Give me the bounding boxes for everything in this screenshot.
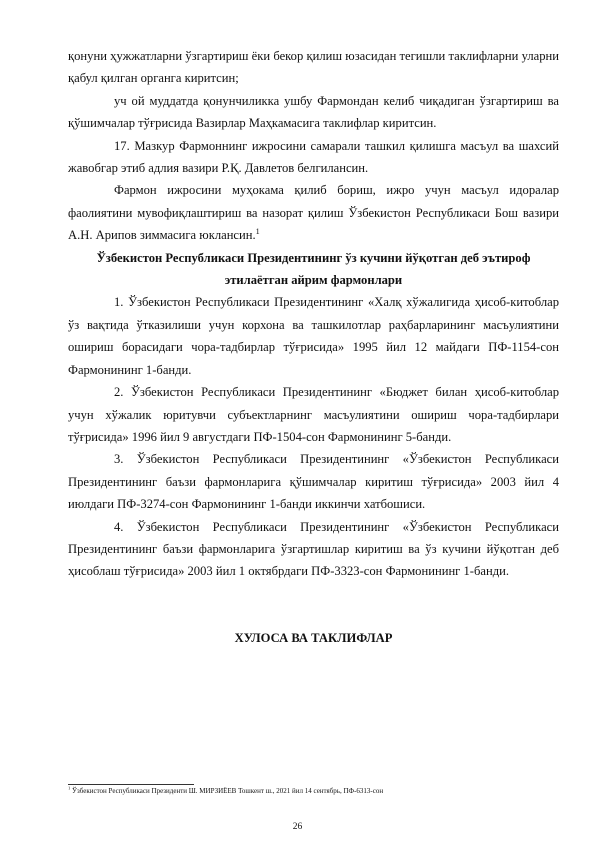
spacer bbox=[68, 583, 559, 627]
footnote-text: Ўзбекистон Республикаси Президенти Ш. МИРЗИЁЕВ Тошкент ш., 2021 йил 14 сентябрь, ПФ-6313-сон bbox=[70, 787, 384, 795]
conclusion-heading: ХУЛОСА ВА ТАКЛИФЛАР bbox=[234, 630, 393, 645]
footnote-reference: 1 bbox=[255, 227, 260, 237]
paragraph-proposals: уч ой муддатда қонунчиликка ушбу Фармондан келиб чиқадиган ўзгартириш ва қўшимчалар тўғрисида Вазирлар Маҳкамасига таклифлар киритсин. bbox=[68, 93, 559, 131]
footnote-separator bbox=[68, 784, 194, 785]
footnote-marker: 1 bbox=[68, 785, 71, 791]
body-text bbox=[68, 45, 559, 649]
list-item: 2. Ўзбекистон Республикаси Президентининг «Бюджет билан ҳисоб-китоблар учун хўжалик юритувчи субъектларнинг масъулиятини ошириш чора-тадбирлари тўғрисида» 1996 йил 9 августдаги ПФ-1504-сон Фармонининг 5-банди. bbox=[68, 385, 559, 444]
list-item: 1. Ўзбекистон Республикаси Президентининг «Халқ хўжалигида ҳисоб-китоблар ўз вақтида ўтказилиши учун корхона ва ташкилотлар раҳбарларининг масъулиятини ошириш борасидаги чора-тадбирлар тўғрисида» 1995 йил 12 майдаги ПФ-1154-сон Фармонининг 1-банди. bbox=[68, 295, 559, 377]
list-item: 3. Ўзбекистон Республикаси Президентининг «Ўзбекистон Республикаси Президентининг баъзи фармонларига қўшимчалар киритиш тўғрисида» 2003 йил 4 июлдаги ПФ-3274-сон Фармонининг 1-банди иккинчи хатбошиси. bbox=[68, 452, 559, 512]
paragraph-continuation: қонуни ҳужжатларни ўзгартириш ёки бекор қилиш юзасидан тегишли таклифларни уларни қабул қилган органга киритсин; bbox=[68, 49, 559, 86]
section-heading: Ўзбекистон Республикаси Президентининг ўз кучини йўқотган деб эътироф этилаётган айрим фармонлари bbox=[96, 250, 531, 288]
paragraph-control-text: Фармон ижросини муҳокама қилиб бориш, ижро учун масъул идоралар фаолиятини мувофиқлаштириш ва назорат қилиш Ўзбекистон Республикаси Бош вазири А.Н. Арипов зиммасига юклансин. bbox=[68, 183, 559, 243]
list-item: 4. Ўзбекистон Республикаси Президентининг «Ўзбекистон Республикаси Президентининг баъзи фармонларига ўзгартишлар киритиш ва ўз кучини йўқотган деб ҳисоблаш тўғрисида» 2003 йил 1 октябрдаги ПФ-3323-сон Фармонининг 1-банди. bbox=[68, 519, 559, 579]
paragraph-17: 17. Мазкур Фармоннинг ижросини самарали ташкил қилишга масъул ва шахсий жавобгар этиб адлия вазири Р.Қ. Давлетов белгилансин. bbox=[68, 138, 559, 176]
page-number: 26 bbox=[292, 822, 303, 832]
footnote bbox=[68, 787, 383, 796]
paragraph-control bbox=[68, 179, 559, 246]
